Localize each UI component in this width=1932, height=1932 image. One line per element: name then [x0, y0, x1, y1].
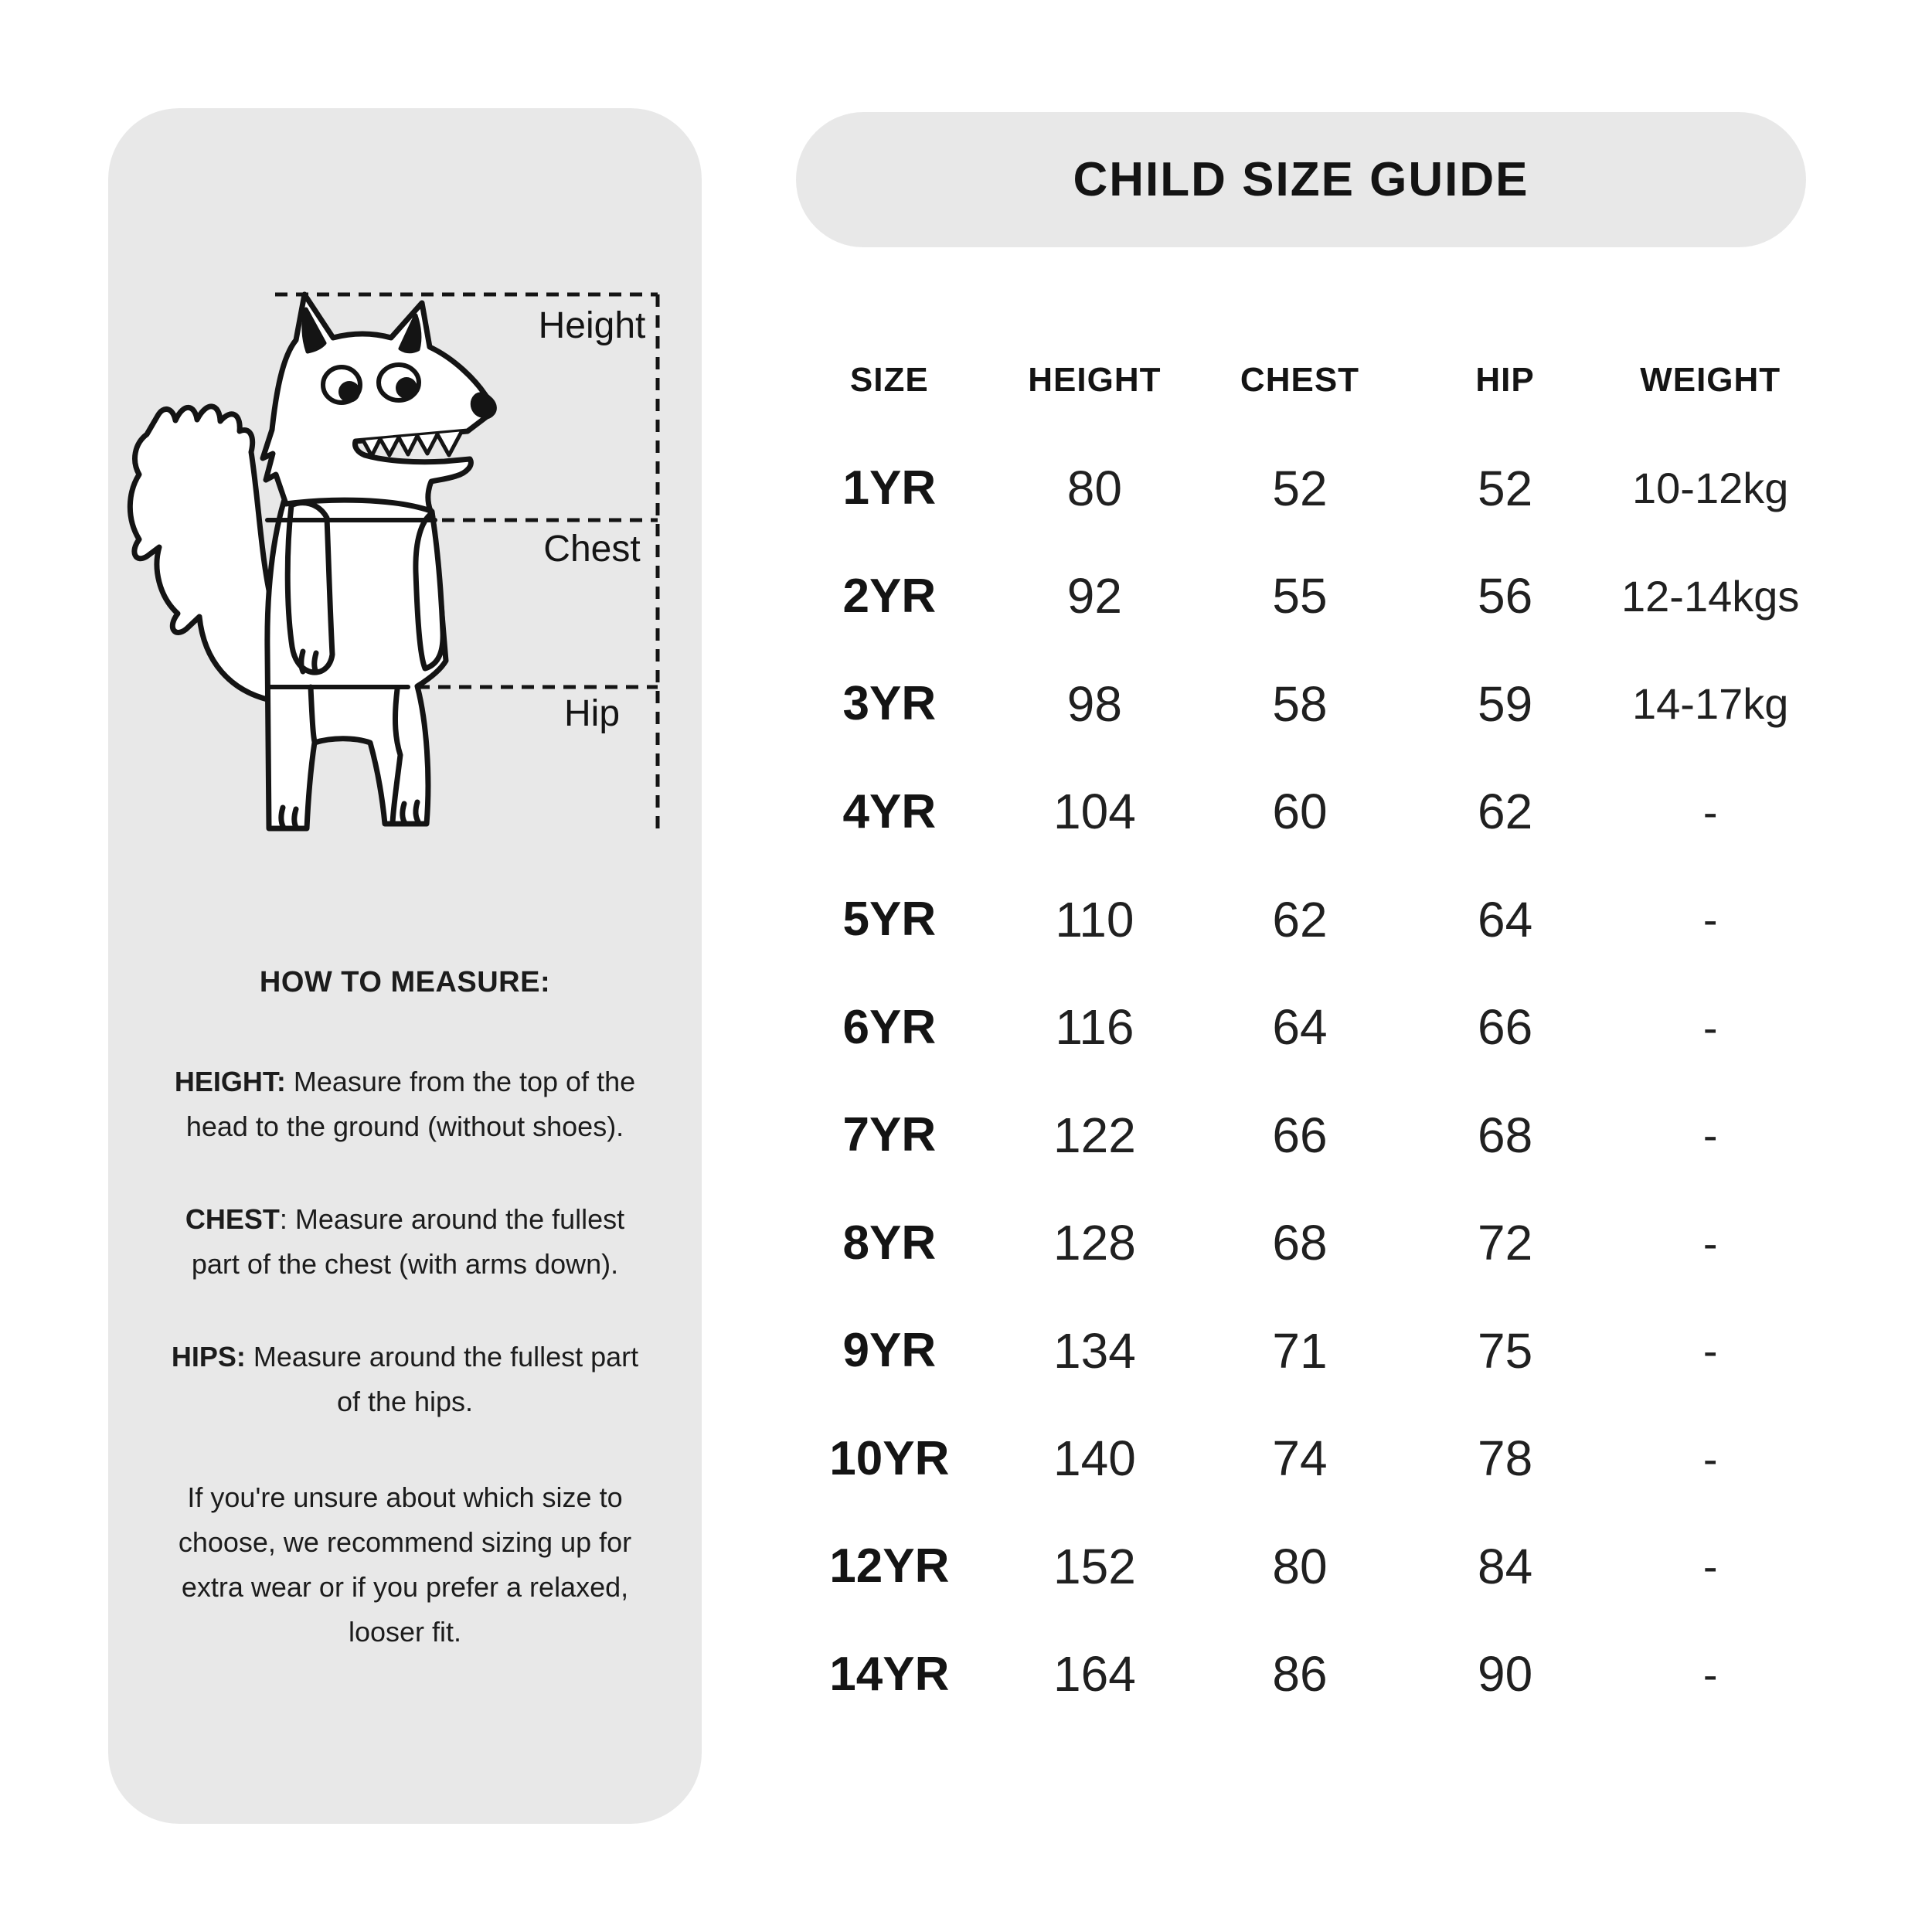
- column-header-chest: CHEST: [1240, 361, 1360, 399]
- size-table: [787, 326, 1813, 1728]
- table-row: [787, 1297, 1813, 1405]
- chest-cell: 68: [1272, 1215, 1328, 1271]
- weight-cell: 10-12kg: [1632, 464, 1789, 513]
- hip-cell: 75: [1478, 1322, 1533, 1379]
- chest-cell: 86: [1272, 1646, 1328, 1702]
- weight-cell: -: [1702, 1542, 1718, 1591]
- chest-cell: 71: [1272, 1322, 1328, 1379]
- weight-cell: -: [1702, 787, 1718, 836]
- chest-cell: 52: [1272, 460, 1328, 516]
- hip-cell: 64: [1478, 891, 1533, 947]
- weight-cell: -: [1702, 1218, 1718, 1267]
- hip-cell: 78: [1478, 1430, 1533, 1487]
- table-row: [787, 866, 1813, 974]
- chest-cell: 66: [1272, 1107, 1328, 1163]
- chest-cell: 74: [1272, 1430, 1328, 1487]
- height-cell: 110: [1055, 891, 1134, 947]
- column-header-size: SIZE: [849, 361, 929, 399]
- size-cell: 7YR: [842, 1108, 937, 1162]
- hip-cell: 59: [1478, 675, 1533, 732]
- measure-instructions: [158, 1060, 652, 1424]
- hip-cell: 52: [1478, 460, 1533, 516]
- table-row: [787, 1081, 1813, 1189]
- table-row: [787, 1189, 1813, 1298]
- height-cell: 128: [1053, 1215, 1136, 1271]
- height-cell: 98: [1066, 675, 1122, 732]
- size-cell: 2YR: [842, 569, 937, 623]
- title-banner: [796, 112, 1806, 247]
- column-header-weight: WEIGHT: [1640, 361, 1781, 399]
- hip-cell: 84: [1478, 1538, 1533, 1594]
- height-cell: 152: [1053, 1538, 1136, 1594]
- how-to-measure-section: [158, 966, 652, 1655]
- hip-cell: 90: [1478, 1646, 1533, 1702]
- sizing-note: If you're unsure about which size to choose, we recommend sizing up for extra wear or if you prefer a relaxed, looser fit.: [178, 1481, 632, 1648]
- size-table-body: [787, 434, 1813, 1728]
- wolf-tail: [130, 406, 277, 700]
- height-cell: 134: [1053, 1322, 1136, 1379]
- size-cell: 5YR: [842, 893, 937, 947]
- size-cell: 9YR: [842, 1324, 937, 1378]
- measure-instruction: HIPS: Measure around the fullest part of the hips.: [171, 1341, 639, 1417]
- measure-instruction: HEIGHT: Measure from the top of the head to the ground (without shoes).: [174, 1066, 636, 1142]
- weight-cell: -: [1702, 1002, 1718, 1052]
- height-label: Height: [538, 305, 646, 346]
- hip-label: Hip: [563, 693, 621, 734]
- chest-cell: 64: [1272, 999, 1328, 1056]
- size-cell: 3YR: [842, 677, 937, 731]
- wolf-arm-left: [287, 503, 332, 672]
- table-row: [787, 1621, 1813, 1729]
- weight-cell: -: [1702, 1326, 1718, 1376]
- height-cell: 116: [1055, 999, 1134, 1056]
- chest-cell: 58: [1272, 675, 1328, 732]
- chest-cell: 55: [1272, 568, 1328, 624]
- height-cell: 164: [1053, 1646, 1136, 1702]
- size-cell: 14YR: [829, 1647, 950, 1701]
- table-row: [787, 974, 1813, 1082]
- table-row: [787, 650, 1813, 758]
- hip-cell: 72: [1478, 1215, 1533, 1271]
- height-cell: 140: [1053, 1430, 1136, 1487]
- table-row: [787, 1512, 1813, 1621]
- height-cell: 92: [1066, 568, 1122, 624]
- chest-cell: 80: [1272, 1538, 1328, 1594]
- how-to-measure-heading: HOW TO MEASURE:: [259, 966, 551, 998]
- size-cell: 1YR: [842, 461, 937, 515]
- size-cell: 12YR: [829, 1539, 950, 1594]
- table-row: [787, 543, 1813, 651]
- chest-cell: 62: [1272, 891, 1328, 947]
- page-title: CHILD SIZE GUIDE: [1073, 153, 1529, 206]
- weight-cell: -: [1702, 895, 1718, 944]
- size-cell: 6YR: [842, 1000, 937, 1054]
- size-cell: 10YR: [829, 1431, 950, 1485]
- height-cell: 104: [1053, 784, 1136, 840]
- hip-cell: 56: [1478, 568, 1533, 624]
- table-row: [787, 758, 1813, 866]
- wolf-head: [263, 294, 494, 511]
- table-header-row: [787, 326, 1813, 434]
- wolf-arm-right: [416, 513, 443, 668]
- hip-cell: 66: [1478, 999, 1533, 1056]
- measure-instruction: CHEST: Measure around the fullest part of the chest (with arms down).: [185, 1203, 625, 1280]
- column-header-hip: HIP: [1475, 361, 1535, 399]
- height-cell: 122: [1053, 1107, 1136, 1163]
- size-cell: 8YR: [842, 1216, 937, 1270]
- hip-cell: 68: [1478, 1107, 1533, 1163]
- table-row: [787, 434, 1813, 543]
- chest-label: Chest: [543, 529, 641, 570]
- hip-cell: 62: [1478, 784, 1533, 840]
- wolf-pupil-right: [396, 377, 417, 399]
- column-header-height: HEIGHT: [1028, 361, 1162, 399]
- weight-cell: 12-14kgs: [1621, 571, 1800, 621]
- weight-cell: -: [1702, 1111, 1718, 1160]
- weight-cell: 14-17kg: [1632, 679, 1789, 729]
- weight-cell: -: [1702, 1649, 1718, 1699]
- table-row: [787, 1405, 1813, 1513]
- weight-cell: -: [1702, 1434, 1718, 1483]
- wolf-pupil-left: [338, 381, 360, 403]
- height-cell: 80: [1066, 460, 1122, 516]
- chest-cell: 60: [1272, 784, 1328, 840]
- size-cell: 4YR: [842, 784, 937, 838]
